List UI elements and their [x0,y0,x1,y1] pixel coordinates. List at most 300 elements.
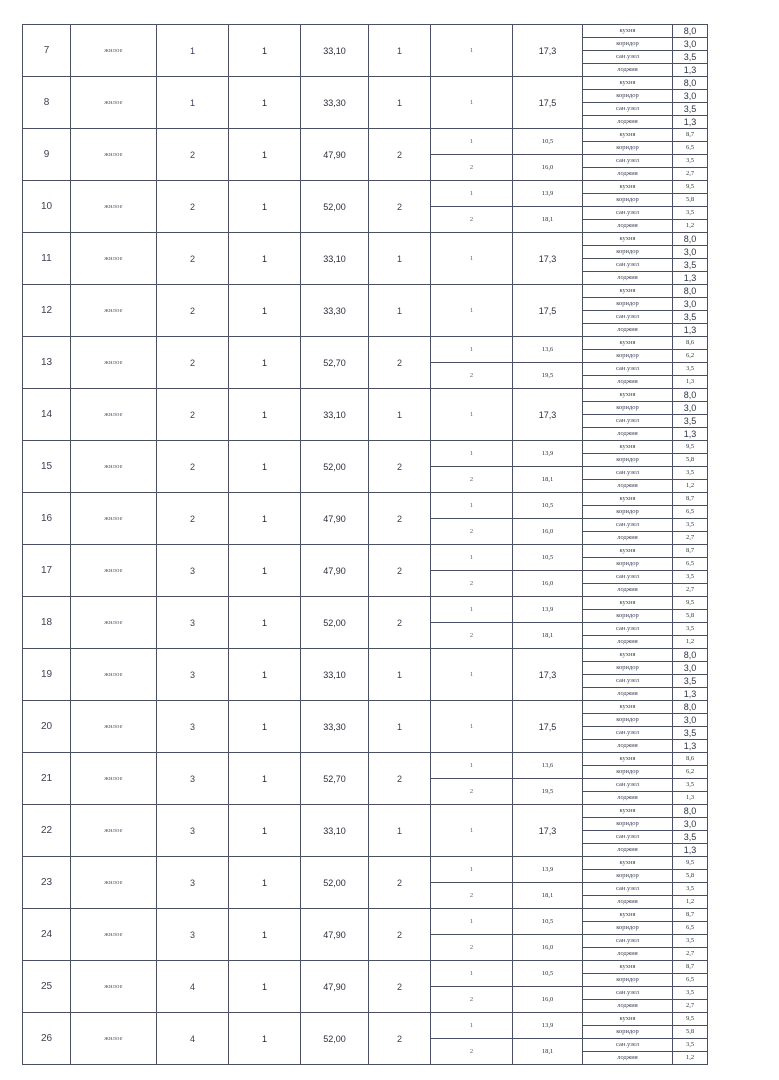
aux-room-label-cell: кухня [583,545,673,558]
total-area-cell: 47,90 [301,909,369,961]
living-room-number-cell: 1 [431,285,513,337]
room-count-cell: 2 [369,129,431,181]
apartment-register-table [22,24,708,1065]
aux-room-label-cell: кухня [583,233,673,246]
aux-room-area-cell: 3,0 [673,90,708,103]
aux-room-area-cell: 1,3 [673,64,708,77]
floor-cell: 3 [157,753,229,805]
floor-cell: 4 [157,961,229,1013]
floor-cell: 4 [157,1013,229,1065]
aux-room-label-cell: сан.узел [583,675,673,688]
floor-cell: 1 [157,77,229,129]
aux-room-label-cell: кухня [583,441,673,454]
premises-type-cell: жилое [71,649,157,701]
aux-room-area-cell: 3,5 [673,155,708,168]
floor-cell: 3 [157,857,229,909]
floor-cell: 3 [157,909,229,961]
entrance-cell: 1 [229,753,301,805]
living-room-area-cell: 19,5 [513,363,583,389]
aux-room-label-cell: кухня [583,493,673,506]
premises-type-cell: жилое [71,285,157,337]
room-count-cell: 2 [369,1013,431,1065]
aux-room-area-cell: 9,5 [673,441,708,454]
entrance-cell: 1 [229,701,301,753]
living-room-area-cell: 13,9 [513,441,583,467]
total-area-cell: 52,70 [301,337,369,389]
living-room-area-cell: 13,9 [513,857,583,883]
living-room-area-cell: 16,0 [513,571,583,597]
aux-room-area-cell: 2,7 [673,584,708,597]
aux-room-label-cell: коридор [583,506,673,519]
apartment-number-cell: 19 [23,649,71,701]
total-area-cell: 47,90 [301,545,369,597]
living-room-number-cell: 1 [431,337,513,363]
table-row [23,389,708,402]
aux-room-label-cell: лоджия [583,168,673,181]
aux-room-label-cell: коридор [583,194,673,207]
room-count-cell: 1 [369,649,431,701]
aux-room-label-cell: коридор [583,974,673,987]
aux-room-label-cell: лоджия [583,844,673,857]
table-row [23,909,708,922]
aux-room-area-cell: 3,0 [673,714,708,727]
living-room-number-cell: 1 [431,129,513,155]
living-room-number-cell: 2 [431,207,513,233]
living-room-area-cell: 16,0 [513,987,583,1013]
premises-type-cell: жилое [71,25,157,77]
aux-room-label-cell: лоджия [583,740,673,753]
room-count-cell: 2 [369,337,431,389]
living-room-number-cell: 2 [431,363,513,389]
apartment-register-body [23,25,708,1065]
living-room-number-cell: 1 [431,493,513,519]
aux-room-label-cell: коридор [583,246,673,259]
living-room-area-cell: 17,3 [513,805,583,857]
aux-room-area-cell: 6,2 [673,350,708,363]
aux-room-area-cell: 1,3 [673,324,708,337]
living-room-area-cell: 17,3 [513,233,583,285]
entrance-cell: 1 [229,909,301,961]
aux-room-label-cell: коридор [583,298,673,311]
entrance-cell: 1 [229,233,301,285]
table-row [23,857,708,870]
aux-room-area-cell: 3,5 [673,675,708,688]
aux-room-label-cell: коридор [583,558,673,571]
premises-type-cell: жилое [71,909,157,961]
aux-room-area-cell: 3,5 [673,727,708,740]
entrance-cell: 1 [229,961,301,1013]
living-room-area-cell: 19,5 [513,779,583,805]
aux-room-label-cell: сан.узел [583,207,673,220]
floor-cell: 2 [157,285,229,337]
apartment-number-cell: 11 [23,233,71,285]
room-count-cell: 2 [369,597,431,649]
aux-room-area-cell: 5,8 [673,610,708,623]
floor-cell: 2 [157,493,229,545]
aux-room-area-cell: 9,5 [673,181,708,194]
aux-room-area-cell: 2,7 [673,1000,708,1013]
living-room-area-cell: 13,9 [513,1013,583,1039]
living-room-area-cell: 13,6 [513,337,583,363]
entrance-cell: 1 [229,493,301,545]
aux-room-label-cell: сан.узел [583,467,673,480]
aux-room-label-cell: кухня [583,753,673,766]
aux-room-area-cell: 9,5 [673,857,708,870]
aux-room-area-cell: 3,5 [673,259,708,272]
aux-room-label-cell: кухня [583,181,673,194]
table-row [23,597,708,610]
living-room-number-cell: 2 [431,155,513,181]
entrance-cell: 1 [229,1013,301,1065]
aux-room-area-cell: 8,7 [673,493,708,506]
premises-type-cell: жилое [71,961,157,1013]
entrance-cell: 1 [229,389,301,441]
aux-room-label-cell: коридор [583,610,673,623]
floor-cell: 3 [157,649,229,701]
floor-cell: 2 [157,337,229,389]
room-count-cell: 2 [369,441,431,493]
table-row [23,545,708,558]
aux-room-label-cell: сан.узел [583,831,673,844]
total-area-cell: 33,10 [301,649,369,701]
living-room-area-cell: 17,3 [513,389,583,441]
living-room-number-cell: 2 [431,935,513,961]
apartment-number-cell: 15 [23,441,71,493]
living-room-number-cell: 1 [431,77,513,129]
aux-room-label-cell: лоджия [583,1052,673,1065]
aux-room-label-cell: лоджия [583,792,673,805]
premises-type-cell: жилое [71,493,157,545]
apartment-number-cell: 16 [23,493,71,545]
aux-room-area-cell: 1,2 [673,220,708,233]
room-count-cell: 1 [369,25,431,77]
premises-type-cell: жилое [71,77,157,129]
aux-room-area-cell: 8,0 [673,389,708,402]
aux-room-area-cell: 1,3 [673,428,708,441]
floor-cell: 2 [157,233,229,285]
aux-room-area-cell: 6,5 [673,142,708,155]
table-row [23,649,708,662]
living-room-number-cell: 2 [431,987,513,1013]
room-count-cell: 2 [369,493,431,545]
aux-room-label-cell: сан.узел [583,727,673,740]
aux-room-label-cell: лоджия [583,584,673,597]
aux-room-area-cell: 3,5 [673,831,708,844]
aux-room-area-cell: 1,3 [673,740,708,753]
floor-cell: 3 [157,597,229,649]
room-count-cell: 2 [369,181,431,233]
total-area-cell: 33,30 [301,285,369,337]
living-room-area-cell: 18,1 [513,883,583,909]
apartment-number-cell: 18 [23,597,71,649]
aux-room-area-cell: 8,6 [673,337,708,350]
aux-room-label-cell: лоджия [583,428,673,441]
aux-room-area-cell: 5,8 [673,870,708,883]
table-row [23,129,708,142]
living-room-number-cell: 2 [431,467,513,493]
aux-room-area-cell: 1,3 [673,688,708,701]
room-count-cell: 2 [369,753,431,805]
apartment-number-cell: 14 [23,389,71,441]
room-count-cell: 1 [369,233,431,285]
aux-room-label-cell: кухня [583,961,673,974]
entrance-cell: 1 [229,805,301,857]
aux-room-area-cell: 5,8 [673,454,708,467]
aux-room-label-cell: коридор [583,38,673,51]
aux-room-label-cell: кухня [583,337,673,350]
apartment-number-cell: 8 [23,77,71,129]
aux-room-label-cell: сан.узел [583,623,673,636]
aux-room-area-cell: 1,3 [673,844,708,857]
aux-room-area-cell: 9,5 [673,1013,708,1026]
floor-cell: 3 [157,805,229,857]
aux-room-area-cell: 8,0 [673,701,708,714]
aux-room-area-cell: 2,7 [673,168,708,181]
table-row [23,441,708,454]
aux-room-label-cell: лоджия [583,272,673,285]
total-area-cell: 52,00 [301,1013,369,1065]
living-room-area-cell: 16,0 [513,519,583,545]
total-area-cell: 33,10 [301,233,369,285]
table-row [23,285,708,298]
living-room-number-cell: 1 [431,181,513,207]
room-count-cell: 1 [369,805,431,857]
room-count-cell: 2 [369,545,431,597]
room-count-cell: 1 [369,701,431,753]
living-room-area-cell: 17,3 [513,649,583,701]
living-room-number-cell: 1 [431,753,513,779]
aux-room-area-cell: 5,8 [673,194,708,207]
premises-type-cell: жилое [71,1013,157,1065]
aux-room-label-cell: кухня [583,25,673,38]
living-room-area-cell: 10,5 [513,493,583,519]
aux-room-label-cell: кухня [583,649,673,662]
aux-room-area-cell: 8,0 [673,285,708,298]
living-room-number-cell: 1 [431,909,513,935]
living-room-number-cell: 1 [431,701,513,753]
table-row [23,961,708,974]
aux-room-label-cell: сан.узел [583,259,673,272]
aux-room-label-cell: лоджия [583,688,673,701]
aux-room-label-cell: сан.узел [583,311,673,324]
living-room-number-cell: 1 [431,545,513,571]
total-area-cell: 52,00 [301,597,369,649]
aux-room-area-cell: 3,5 [673,779,708,792]
total-area-cell: 33,10 [301,389,369,441]
living-room-number-cell: 1 [431,1013,513,1039]
aux-room-label-cell: коридор [583,766,673,779]
living-room-area-cell: 13,9 [513,181,583,207]
premises-type-cell: жилое [71,233,157,285]
apartment-number-cell: 22 [23,805,71,857]
aux-room-label-cell: кухня [583,389,673,402]
living-room-number-cell: 1 [431,805,513,857]
living-room-number-cell: 2 [431,519,513,545]
total-area-cell: 52,00 [301,857,369,909]
aux-room-area-cell: 6,2 [673,766,708,779]
living-room-number-cell: 2 [431,883,513,909]
room-count-cell: 2 [369,961,431,1013]
aux-room-label-cell: сан.узел [583,155,673,168]
aux-room-area-cell: 2,7 [673,532,708,545]
premises-type-cell: жилое [71,181,157,233]
aux-room-label-cell: лоджия [583,532,673,545]
living-room-number-cell: 1 [431,389,513,441]
aux-room-area-cell: 6,5 [673,558,708,571]
aux-room-label-cell: лоджия [583,376,673,389]
table-row [23,753,708,766]
table-row [23,77,708,90]
entrance-cell: 1 [229,181,301,233]
aux-room-label-cell: сан.узел [583,103,673,116]
entrance-cell: 1 [229,25,301,77]
aux-room-area-cell: 3,5 [673,987,708,1000]
premises-type-cell: жилое [71,597,157,649]
aux-room-label-cell: сан.узел [583,415,673,428]
living-room-number-cell: 1 [431,25,513,77]
aux-room-area-cell: 8,7 [673,545,708,558]
aux-room-label-cell: сан.узел [583,987,673,1000]
entrance-cell: 1 [229,857,301,909]
room-count-cell: 1 [369,389,431,441]
aux-room-label-cell: кухня [583,77,673,90]
aux-room-area-cell: 5,8 [673,1026,708,1039]
apartment-number-cell: 21 [23,753,71,805]
room-count-cell: 1 [369,285,431,337]
total-area-cell: 47,90 [301,129,369,181]
aux-room-label-cell: кухня [583,597,673,610]
aux-room-label-cell: коридор [583,142,673,155]
aux-room-area-cell: 3,5 [673,415,708,428]
living-room-number-cell: 1 [431,233,513,285]
living-room-number-cell: 1 [431,597,513,623]
aux-room-area-cell: 1,3 [673,116,708,129]
aux-room-label-cell: лоджия [583,636,673,649]
apartment-number-cell: 23 [23,857,71,909]
aux-room-label-cell: коридор [583,454,673,467]
aux-room-area-cell: 3,5 [673,311,708,324]
premises-type-cell: жилое [71,701,157,753]
aux-room-area-cell: 1,2 [673,1052,708,1065]
aux-room-area-cell: 2,7 [673,948,708,961]
aux-room-label-cell: лоджия [583,948,673,961]
aux-room-label-cell: лоджия [583,1000,673,1013]
total-area-cell: 47,90 [301,493,369,545]
room-count-cell: 2 [369,909,431,961]
living-room-area-cell: 10,5 [513,129,583,155]
aux-room-area-cell: 3,5 [673,363,708,376]
aux-room-label-cell: сан.узел [583,363,673,376]
aux-room-label-cell: кухня [583,1013,673,1026]
aux-room-label-cell: сан.узел [583,519,673,532]
living-room-area-cell: 18,1 [513,623,583,649]
aux-room-label-cell: сан.узел [583,571,673,584]
aux-room-area-cell: 3,5 [673,51,708,64]
living-room-area-cell: 18,1 [513,207,583,233]
apartment-number-cell: 25 [23,961,71,1013]
aux-room-label-cell: кухня [583,129,673,142]
aux-room-label-cell: лоджия [583,480,673,493]
aux-room-label-cell: коридор [583,870,673,883]
aux-room-area-cell: 3,5 [673,467,708,480]
living-room-area-cell: 13,6 [513,753,583,779]
living-room-area-cell: 13,9 [513,597,583,623]
aux-room-label-cell: кухня [583,857,673,870]
premises-type-cell: жилое [71,129,157,181]
living-room-area-cell: 18,1 [513,1039,583,1065]
apartment-number-cell: 20 [23,701,71,753]
aux-room-area-cell: 6,5 [673,922,708,935]
total-area-cell: 47,90 [301,961,369,1013]
total-area-cell: 52,00 [301,181,369,233]
aux-room-area-cell: 8,7 [673,961,708,974]
entrance-cell: 1 [229,441,301,493]
apartment-number-cell: 17 [23,545,71,597]
aux-room-area-cell: 3,5 [673,207,708,220]
aux-room-area-cell: 3,0 [673,246,708,259]
table-row [23,493,708,506]
living-room-area-cell: 16,0 [513,155,583,181]
aux-room-label-cell: лоджия [583,896,673,909]
total-area-cell: 52,70 [301,753,369,805]
entrance-cell: 1 [229,649,301,701]
aux-room-area-cell: 8,0 [673,77,708,90]
aux-room-label-cell: лоджия [583,64,673,77]
floor-cell: 2 [157,129,229,181]
aux-room-label-cell: кухня [583,805,673,818]
living-room-area-cell: 17,5 [513,701,583,753]
aux-room-area-cell: 9,5 [673,597,708,610]
aux-room-area-cell: 8,0 [673,649,708,662]
living-room-area-cell: 10,5 [513,961,583,987]
aux-room-area-cell: 6,5 [673,974,708,987]
aux-room-area-cell: 1,3 [673,376,708,389]
apartment-number-cell: 9 [23,129,71,181]
living-room-area-cell: 16,0 [513,935,583,961]
premises-type-cell: жилое [71,805,157,857]
apartment-number-cell: 12 [23,285,71,337]
aux-room-label-cell: кухня [583,701,673,714]
entrance-cell: 1 [229,285,301,337]
entrance-cell: 1 [229,545,301,597]
living-room-number-cell: 1 [431,857,513,883]
aux-room-area-cell: 3,0 [673,298,708,311]
aux-room-area-cell: 3,5 [673,103,708,116]
aux-room-label-cell: коридор [583,350,673,363]
aux-room-label-cell: лоджия [583,220,673,233]
aux-room-area-cell: 8,7 [673,909,708,922]
premises-type-cell: жилое [71,337,157,389]
table-row [23,233,708,246]
aux-room-label-cell: сан.узел [583,51,673,64]
aux-room-area-cell: 3,5 [673,623,708,636]
total-area-cell: 52,00 [301,441,369,493]
living-room-area-cell: 10,5 [513,545,583,571]
aux-room-label-cell: коридор [583,714,673,727]
living-room-area-cell: 10,5 [513,909,583,935]
aux-room-area-cell: 3,0 [673,402,708,415]
living-room-area-cell: 18,1 [513,467,583,493]
table-row [23,181,708,194]
aux-room-label-cell: коридор [583,818,673,831]
aux-room-label-cell: сан.узел [583,779,673,792]
premises-type-cell: жилое [71,753,157,805]
aux-room-label-cell: коридор [583,1026,673,1039]
room-count-cell: 2 [369,857,431,909]
aux-room-label-cell: коридор [583,662,673,675]
aux-room-area-cell: 3,0 [673,818,708,831]
table-row [23,1013,708,1026]
